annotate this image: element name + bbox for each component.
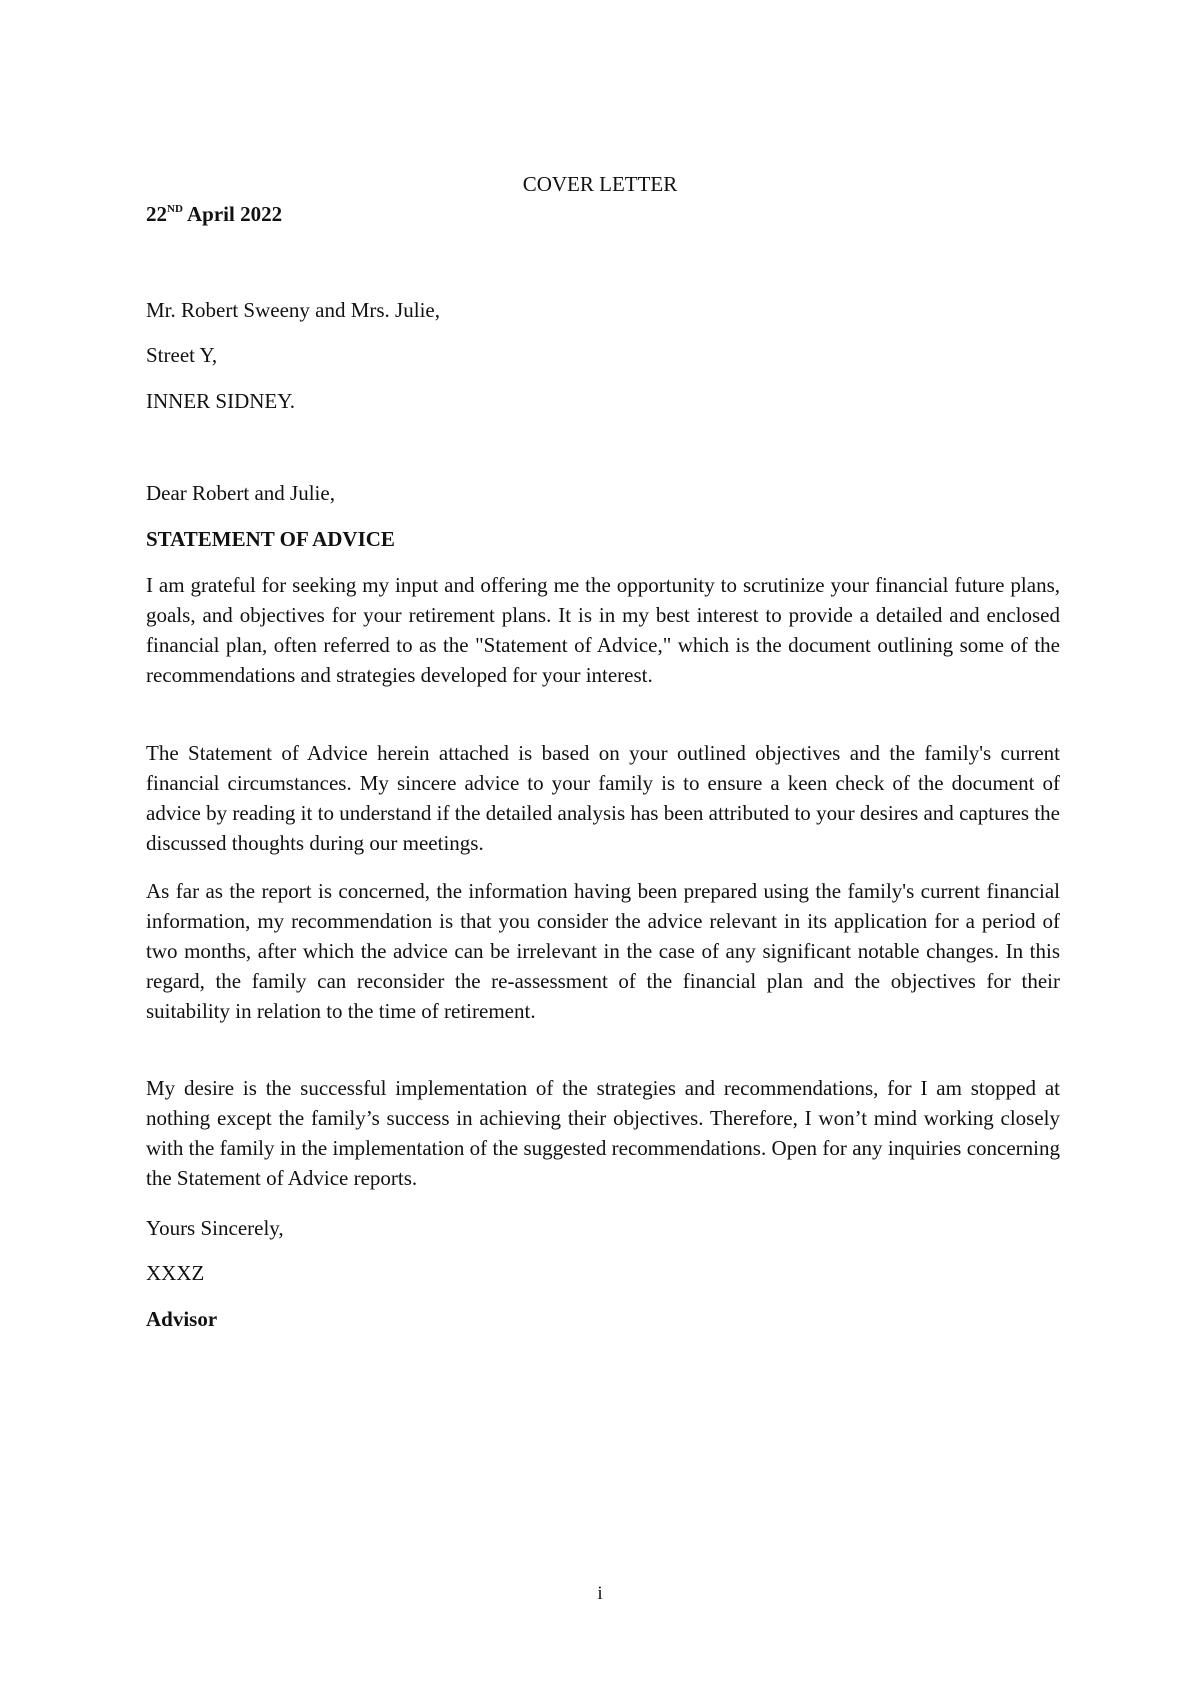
date-suffix: ND <box>167 203 183 215</box>
body-paragraph-3: As far as the report is concerned, the information having been prepared using the family's current financial information, my recommendation is that you consider the advice relevant in its application for a period of two months, after which the advice can be irrelevant in the case of any significant notable changes. In this regard, the family can reconsider the re-assessment of the financial plan and the objectives for their suitability in relation to the time of retirement. <box>146 879 1060 1023</box>
date-month-year: April 2022 <box>182 202 283 226</box>
signature-role: Advisor <box>146 1307 218 1331</box>
address-line-2: Street Y, <box>146 343 218 367</box>
body-paragraph-1: I am grateful for seeking my input and offering me the opportunity to scrutinize your financial future plans, goals, and objectives for your retirement plans. It is in my best interest to provide a detailed and enclosed financial plan, often referred to as the "Statement of Advice," which is the document outlining some of the recommendations and strategies developed for your interest. <box>146 573 1060 687</box>
signature-name: XXXZ <box>146 1261 205 1285</box>
closing: Yours Sincerely, <box>146 1216 284 1240</box>
address-line-3: INNER SIDNEY. <box>146 389 295 413</box>
date-day: 22 <box>146 202 167 226</box>
salutation: Dear Robert and Julie, <box>146 481 335 505</box>
body-paragraph-2: The Statement of Advice herein attached is based on your outlined objectives and the family's current financial circumstances. My sincere advice to your family is to ensure a keen check of the document of advice by reading it to understand if the detailed analysis has been attributed to your desires and captures the discussed thoughts during our meetings. <box>146 741 1060 855</box>
subject-heading: STATEMENT OF ADVICE <box>146 527 395 551</box>
page-title: COVER LETTER <box>522 172 678 196</box>
body-paragraph-4: My desire is the successful implementation of the strategies and recommendations, for I am stopped at nothing except the family’s success in achieving their objectives. Therefore, I won’t mind working closely with the family in the implementation of the suggested recommendations. Open for any inquiries concerning the Statement of Advice reports. <box>146 1076 1060 1190</box>
letter-date <box>146 201 282 227</box>
address-line-1: Mr. Robert Sweeny and Mrs. Julie, <box>146 298 440 322</box>
page-number: i <box>597 1583 603 1604</box>
